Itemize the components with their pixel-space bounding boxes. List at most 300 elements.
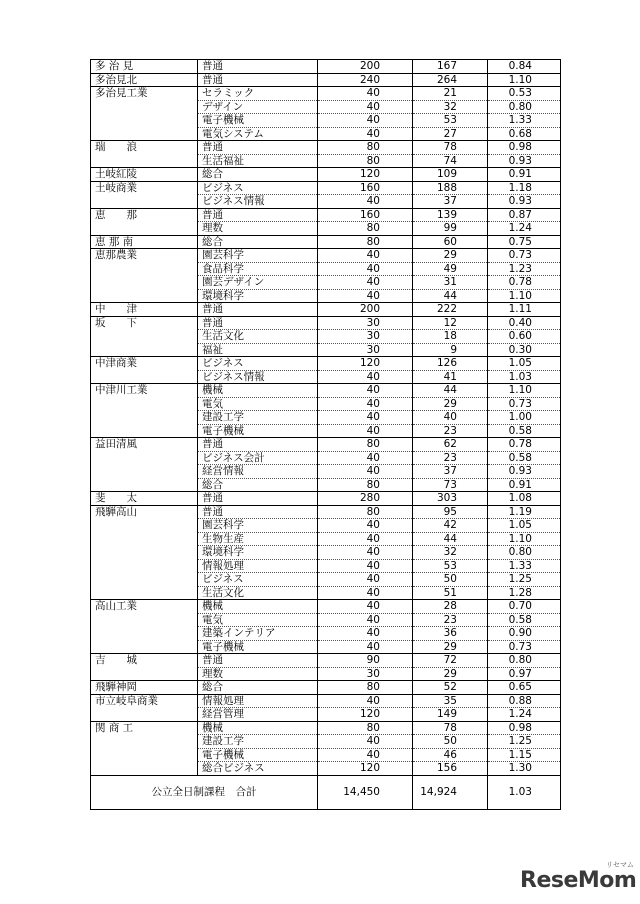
capacity-cell: 40 — [318, 573, 413, 587]
school-name-empty — [91, 114, 198, 128]
course-name: 園芸科学 — [198, 519, 318, 533]
school-name-empty — [91, 546, 198, 560]
applicants-cell: 95 — [413, 505, 488, 519]
applicants-cell: 28 — [413, 600, 488, 614]
school-name-empty — [91, 762, 198, 776]
ratio-cell: 1.19 — [488, 505, 561, 519]
applicants-cell: 37 — [413, 465, 488, 479]
capacity-cell: 40 — [318, 370, 413, 384]
capacity-cell: 40 — [318, 249, 413, 263]
table-row — [91, 343, 561, 357]
ratio-cell: 0.93 — [488, 465, 561, 479]
capacity-cell: 120 — [318, 168, 413, 182]
total-capacity: 14,450 — [318, 775, 413, 809]
table-row — [91, 708, 561, 722]
school-name-empty — [91, 154, 198, 168]
table-row — [91, 222, 561, 236]
capacity-cell: 120 — [318, 762, 413, 776]
table-row — [91, 748, 561, 762]
table-row — [91, 397, 561, 411]
ratio-cell: 1.03 — [488, 370, 561, 384]
capacity-cell: 40 — [318, 559, 413, 573]
ratio-cell: 0.60 — [488, 330, 561, 344]
table-row — [91, 114, 561, 128]
table-row — [91, 262, 561, 276]
table-row — [91, 492, 561, 506]
capacity-cell: 30 — [318, 316, 413, 330]
capacity-cell: 160 — [318, 208, 413, 222]
course-name: 機械 — [198, 600, 318, 614]
ratio-cell: 0.70 — [488, 600, 561, 614]
school-name-empty — [91, 343, 198, 357]
capacity-cell: 40 — [318, 114, 413, 128]
table-row — [91, 141, 561, 155]
course-name: 情報処理 — [198, 694, 318, 708]
table-row — [91, 73, 561, 87]
course-name: 普通 — [198, 438, 318, 452]
school-name-empty — [91, 532, 198, 546]
capacity-cell: 30 — [318, 330, 413, 344]
table-row — [91, 546, 561, 560]
school-name-empty — [91, 330, 198, 344]
total-label: 公立全日制課程 合計 — [91, 775, 318, 809]
table-row — [91, 654, 561, 668]
school-name-empty — [91, 370, 198, 384]
ratio-cell: 0.73 — [488, 397, 561, 411]
applicants-cell: 78 — [413, 141, 488, 155]
course-name: セラミック — [198, 87, 318, 101]
school-name-empty — [91, 519, 198, 533]
table-row — [91, 573, 561, 587]
course-name: 環境科学 — [198, 289, 318, 303]
capacity-cell: 80 — [318, 681, 413, 695]
ratio-cell: 1.05 — [488, 519, 561, 533]
ratio-cell: 0.65 — [488, 681, 561, 695]
applicants-cell: 53 — [413, 559, 488, 573]
table-row — [91, 519, 561, 533]
table-row — [91, 330, 561, 344]
applicants-cell: 50 — [413, 735, 488, 749]
table-row — [91, 735, 561, 749]
course-name: 生物生産 — [198, 532, 318, 546]
capacity-cell: 30 — [318, 343, 413, 357]
applicants-cell: 29 — [413, 249, 488, 263]
ratio-cell: 0.88 — [488, 694, 561, 708]
school-name-empty — [91, 424, 198, 438]
ratio-cell: 0.80 — [488, 100, 561, 114]
table-row — [91, 370, 561, 384]
applicants-cell: 188 — [413, 181, 488, 195]
applicants-cell: 303 — [413, 492, 488, 506]
ratio-cell: 1.25 — [488, 735, 561, 749]
ratio-cell: 0.80 — [488, 654, 561, 668]
capacity-cell: 80 — [318, 141, 413, 155]
school-name-empty — [91, 573, 198, 587]
school-name: 多治見工業 — [91, 87, 198, 101]
table-row — [91, 667, 561, 681]
applicants-cell: 60 — [413, 235, 488, 249]
applicants-cell: 44 — [413, 532, 488, 546]
applicants-cell: 32 — [413, 546, 488, 560]
school-name-empty — [91, 465, 198, 479]
course-name: ビジネス — [198, 357, 318, 371]
course-name: 総合 — [198, 681, 318, 695]
capacity-cell: 40 — [318, 532, 413, 546]
ratio-cell: 0.97 — [488, 667, 561, 681]
applicants-cell: 18 — [413, 330, 488, 344]
school-name-empty — [91, 586, 198, 600]
table-row — [91, 465, 561, 479]
ratio-cell: 1.10 — [488, 384, 561, 398]
course-name: 電気 — [198, 613, 318, 627]
capacity-cell: 40 — [318, 195, 413, 209]
capacity-cell: 80 — [318, 505, 413, 519]
table-row — [91, 681, 561, 695]
ratio-cell: 0.84 — [488, 60, 561, 74]
ratio-cell: 0.80 — [488, 546, 561, 560]
capacity-cell: 40 — [318, 613, 413, 627]
ratio-cell: 0.68 — [488, 127, 561, 141]
ratio-cell: 0.58 — [488, 424, 561, 438]
capacity-cell: 40 — [318, 397, 413, 411]
course-name: 普通 — [198, 654, 318, 668]
capacity-cell: 90 — [318, 654, 413, 668]
school-name: 飛騨神岡 — [91, 681, 198, 695]
capacity-cell: 40 — [318, 87, 413, 101]
course-name: 建設工学 — [198, 735, 318, 749]
ratio-cell: 0.93 — [488, 195, 561, 209]
school-name: 飛騨高山 — [91, 505, 198, 519]
table-row — [91, 168, 561, 182]
course-name: 普通 — [198, 60, 318, 74]
course-name: ビジネス情報 — [198, 195, 318, 209]
capacity-cell: 40 — [318, 276, 413, 290]
capacity-cell: 40 — [318, 127, 413, 141]
table-row — [91, 276, 561, 290]
course-name: 普通 — [198, 141, 318, 155]
course-name: 建設工学 — [198, 411, 318, 425]
ratio-cell: 0.98 — [488, 721, 561, 735]
ratio-cell: 1.30 — [488, 762, 561, 776]
ratio-cell: 1.10 — [488, 73, 561, 87]
capacity-cell: 120 — [318, 708, 413, 722]
course-name: 環境科学 — [198, 546, 318, 560]
course-name: 普通 — [198, 505, 318, 519]
table-row — [91, 721, 561, 735]
course-name: 電子機械 — [198, 640, 318, 654]
capacity-cell: 40 — [318, 384, 413, 398]
table-row — [91, 100, 561, 114]
course-name: ビジネス会計 — [198, 451, 318, 465]
capacity-cell: 40 — [318, 262, 413, 276]
school-name-empty — [91, 627, 198, 641]
table-body — [91, 60, 561, 776]
table-row — [91, 181, 561, 195]
applicants-cell: 109 — [413, 168, 488, 182]
applicants-cell: 264 — [413, 73, 488, 87]
course-name: 園芸科学 — [198, 249, 318, 263]
capacity-cell: 40 — [318, 586, 413, 600]
capacity-cell: 280 — [318, 492, 413, 506]
school-name-empty — [91, 451, 198, 465]
ratio-cell: 1.23 — [488, 262, 561, 276]
school-name: 土岐紅陵 — [91, 168, 198, 182]
course-name: 機械 — [198, 384, 318, 398]
school-name: 益田清風 — [91, 438, 198, 452]
applicants-cell: 73 — [413, 478, 488, 492]
school-name: 恵 那 — [91, 208, 198, 222]
capacity-cell: 160 — [318, 181, 413, 195]
school-name-empty — [91, 127, 198, 141]
capacity-cell: 40 — [318, 546, 413, 560]
course-name: ビジネス — [198, 573, 318, 587]
ratio-cell: 0.73 — [488, 640, 561, 654]
applicants-cell: 29 — [413, 640, 488, 654]
school-name: 中津川工業 — [91, 384, 198, 398]
school-name: 吉 城 — [91, 654, 198, 668]
ratio-cell: 0.58 — [488, 451, 561, 465]
course-name: 総合 — [198, 168, 318, 182]
course-name: 普通 — [198, 316, 318, 330]
applicants-cell: 78 — [413, 721, 488, 735]
table-row — [91, 357, 561, 371]
applicants-cell: 167 — [413, 60, 488, 74]
applicants-cell: 40 — [413, 411, 488, 425]
table-row — [91, 303, 561, 317]
course-name: 生活文化 — [198, 586, 318, 600]
applicants-cell: 126 — [413, 357, 488, 371]
school-name: 恵 那 南 — [91, 235, 198, 249]
table-row — [91, 640, 561, 654]
table-row — [91, 127, 561, 141]
capacity-cell: 80 — [318, 235, 413, 249]
ratio-cell: 1.05 — [488, 357, 561, 371]
table-row — [91, 235, 561, 249]
capacity-cell: 200 — [318, 303, 413, 317]
school-name-empty — [91, 708, 198, 722]
school-name-empty — [91, 478, 198, 492]
ratio-cell: 0.40 — [488, 316, 561, 330]
school-name: 土岐商業 — [91, 181, 198, 195]
course-name: 電子機械 — [198, 114, 318, 128]
applicants-cell: 42 — [413, 519, 488, 533]
table-row — [91, 613, 561, 627]
capacity-cell: 40 — [318, 640, 413, 654]
applicants-cell: 44 — [413, 384, 488, 398]
course-name: 普通 — [198, 303, 318, 317]
capacity-cell: 40 — [318, 748, 413, 762]
school-name: 高山工業 — [91, 600, 198, 614]
school-name: 中 津 — [91, 303, 198, 317]
capacity-cell: 80 — [318, 222, 413, 236]
course-name: 総合 — [198, 235, 318, 249]
course-name: 電気 — [198, 397, 318, 411]
table-row — [91, 532, 561, 546]
school-name-empty — [91, 276, 198, 290]
capacity-cell: 80 — [318, 478, 413, 492]
applicants-cell: 36 — [413, 627, 488, 641]
school-name-empty — [91, 411, 198, 425]
school-name-empty — [91, 397, 198, 411]
capacity-cell: 40 — [318, 600, 413, 614]
school-name: 多 治 見 — [91, 60, 198, 74]
total-ratio: 1.03 — [488, 775, 561, 809]
capacity-cell: 240 — [318, 73, 413, 87]
applicants-cell: 149 — [413, 708, 488, 722]
capacity-cell: 40 — [318, 289, 413, 303]
ratio-cell: 0.53 — [488, 87, 561, 101]
capacity-cell: 80 — [318, 721, 413, 735]
applicants-cell: 21 — [413, 87, 488, 101]
course-name: ビジネス — [198, 181, 318, 195]
school-name-empty — [91, 748, 198, 762]
course-name: 生活文化 — [198, 330, 318, 344]
school-name-empty — [91, 559, 198, 573]
applicants-cell: 37 — [413, 195, 488, 209]
ratio-cell: 1.10 — [488, 289, 561, 303]
course-name: 食品科学 — [198, 262, 318, 276]
school-name-empty — [91, 100, 198, 114]
course-name: 普通 — [198, 208, 318, 222]
ratio-cell: 1.10 — [488, 532, 561, 546]
course-name: 経営管理 — [198, 708, 318, 722]
applicants-cell: 23 — [413, 613, 488, 627]
capacity-cell: 40 — [318, 424, 413, 438]
ratio-cell: 0.87 — [488, 208, 561, 222]
capacity-cell: 40 — [318, 627, 413, 641]
table-row — [91, 208, 561, 222]
capacity-cell: 40 — [318, 465, 413, 479]
applicants-cell: 222 — [413, 303, 488, 317]
course-name: 総合 — [198, 478, 318, 492]
table-row — [91, 627, 561, 641]
course-name: 建築インテリア — [198, 627, 318, 641]
course-name: 機械 — [198, 721, 318, 735]
applicants-cell: 74 — [413, 154, 488, 168]
school-name-empty — [91, 613, 198, 627]
ratio-cell: 0.93 — [488, 154, 561, 168]
applicants-cell: 35 — [413, 694, 488, 708]
applicants-cell: 23 — [413, 451, 488, 465]
school-name: 斐 太 — [91, 492, 198, 506]
table-row — [91, 586, 561, 600]
logo-text: ReseMom — [520, 868, 637, 893]
applicants-cell: 62 — [413, 438, 488, 452]
course-name: 園芸デザイン — [198, 276, 318, 290]
applicants-cell: 50 — [413, 573, 488, 587]
applicants-cell: 46 — [413, 748, 488, 762]
table-row — [91, 195, 561, 209]
school-name-empty — [91, 262, 198, 276]
ratio-cell: 0.30 — [488, 343, 561, 357]
applicants-cell: 52 — [413, 681, 488, 695]
ratio-cell: 1.18 — [488, 181, 561, 195]
table-row — [91, 694, 561, 708]
school-name: 関 商 工 — [91, 721, 198, 735]
ratio-cell: 0.91 — [488, 168, 561, 182]
logo-kana: リセマム — [606, 861, 634, 869]
applicants-cell: 51 — [413, 586, 488, 600]
applicants-cell: 23 — [413, 424, 488, 438]
table-row — [91, 249, 561, 263]
table-row — [91, 762, 561, 776]
ratio-cell: 1.24 — [488, 708, 561, 722]
ratio-cell: 1.33 — [488, 114, 561, 128]
applicants-cell: 31 — [413, 276, 488, 290]
school-name-empty — [91, 222, 198, 236]
total-applicants: 14,924 — [413, 775, 488, 809]
table-row — [91, 289, 561, 303]
ratio-cell: 0.98 — [488, 141, 561, 155]
table-row — [91, 154, 561, 168]
applicants-cell: 139 — [413, 208, 488, 222]
course-name: 生活福祉 — [198, 154, 318, 168]
ratio-cell: 1.33 — [488, 559, 561, 573]
capacity-cell: 80 — [318, 438, 413, 452]
capacity-cell: 80 — [318, 154, 413, 168]
ratio-cell: 0.91 — [488, 478, 561, 492]
applicants-cell: 99 — [413, 222, 488, 236]
capacity-cell: 40 — [318, 451, 413, 465]
capacity-cell: 40 — [318, 694, 413, 708]
ratio-cell: 1.08 — [488, 492, 561, 506]
table-row — [91, 316, 561, 330]
applicants-cell: 29 — [413, 667, 488, 681]
school-name: 坂 下 — [91, 316, 198, 330]
ratio-cell: 0.58 — [488, 613, 561, 627]
school-name-empty — [91, 289, 198, 303]
ratio-cell: 1.00 — [488, 411, 561, 425]
table-row — [91, 424, 561, 438]
table-row — [91, 451, 561, 465]
school-name-empty — [91, 640, 198, 654]
course-name: 電気システム — [198, 127, 318, 141]
total-row — [91, 775, 561, 809]
ratio-cell: 1.25 — [488, 573, 561, 587]
applicants-cell: 53 — [413, 114, 488, 128]
ratio-cell: 1.15 — [488, 748, 561, 762]
table-row — [91, 87, 561, 101]
course-name: ビジネス情報 — [198, 370, 318, 384]
applicants-cell: 12 — [413, 316, 488, 330]
capacity-cell: 40 — [318, 735, 413, 749]
capacity-cell: 200 — [318, 60, 413, 74]
enrollment-table — [90, 59, 561, 810]
school-name: 中津商業 — [91, 357, 198, 371]
course-name: 電子機械 — [198, 424, 318, 438]
ratio-cell: 0.73 — [488, 249, 561, 263]
course-name: 情報処理 — [198, 559, 318, 573]
school-name: 瑞 浪 — [91, 141, 198, 155]
school-name-empty — [91, 667, 198, 681]
school-name: 恵那農業 — [91, 249, 198, 263]
applicants-cell: 29 — [413, 397, 488, 411]
capacity-cell: 40 — [318, 411, 413, 425]
resemom-logo — [520, 861, 637, 893]
school-name-empty — [91, 735, 198, 749]
table-row — [91, 600, 561, 614]
applicants-cell: 41 — [413, 370, 488, 384]
ratio-cell: 0.78 — [488, 438, 561, 452]
course-name: 経営情報 — [198, 465, 318, 479]
capacity-cell: 40 — [318, 519, 413, 533]
course-name: 福祉 — [198, 343, 318, 357]
school-name-empty — [91, 195, 198, 209]
ratio-cell: 0.75 — [488, 235, 561, 249]
applicants-cell: 72 — [413, 654, 488, 668]
school-name: 多治見北 — [91, 73, 198, 87]
ratio-cell: 1.11 — [488, 303, 561, 317]
